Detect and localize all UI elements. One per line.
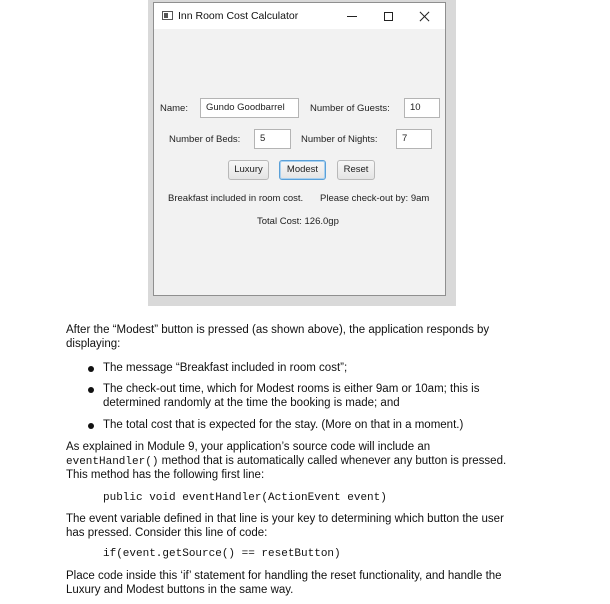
inline-code: eventHandler(): [66, 456, 159, 468]
paragraph-4-line-2: Luxury and Modest buttons in the same way.: [66, 584, 294, 596]
bullet-2-line-2: determined randomly at the time the booking is made; and: [103, 397, 400, 409]
code-line-2: if(event.getSource() == resetButton): [103, 548, 341, 560]
nights-field[interactable]: 7: [396, 129, 432, 149]
guests-field[interactable]: 10: [404, 98, 440, 118]
reset-button[interactable]: Reset: [337, 160, 375, 180]
minimize-icon: [347, 16, 357, 17]
paragraph-2-line-2-text: method that is automatically called whenever any button is pressed.: [158, 455, 507, 467]
code-line-1: public void eventHandler(ActionEvent event): [103, 492, 387, 504]
paragraph-2-line-1: As explained in Module 9, your application’s source code will include an: [66, 441, 431, 453]
app-window: [153, 2, 446, 296]
bullet-1: The message “Breakfast included in room cost”;: [103, 362, 348, 374]
bullet-2-line-1: The check-out time, which for Modest rooms is either 9am or 10am; this is: [103, 383, 480, 395]
paragraph-4-line-1: Place code inside this ‘if’ statement for handling the reset functionality, and handle the: [66, 570, 502, 582]
intro-line-2: displaying:: [66, 338, 121, 350]
bullet-marker: [88, 366, 94, 372]
paragraph-2-line-3: This method has the following first line:: [66, 469, 265, 481]
minimize-button[interactable]: [334, 3, 370, 29]
beds-label: Number of Beds:: [169, 134, 241, 145]
bullet-marker: [88, 423, 94, 429]
close-button[interactable]: [406, 3, 442, 29]
total-cost: Total Cost: 126.0gp: [257, 216, 339, 227]
maximize-button[interactable]: [370, 3, 406, 29]
close-icon: [419, 11, 430, 22]
luxury-button[interactable]: Luxury: [228, 160, 269, 180]
paragraph-2-line-2: [66, 454, 546, 469]
window-title: Inn Room Cost Calculator: [178, 10, 299, 22]
paragraph-3-line-2: has pressed. Consider this line of code:: [66, 527, 268, 539]
bullet-3: The total cost that is expected for the stay. (More on that in a moment.): [103, 419, 464, 431]
beds-field[interactable]: 5: [254, 129, 291, 149]
maximize-icon: [384, 12, 393, 21]
title-bar[interactable]: [154, 3, 445, 29]
intro-line-1: After the “Modest” button is pressed (as shown above), the application responds by: [66, 324, 490, 336]
name-label: Name:: [160, 103, 188, 114]
app-icon: [162, 11, 173, 20]
nights-label: Number of Nights:: [301, 134, 378, 145]
paragraph-3-line-1: The event variable defined in that line is your key to determining which button the user: [66, 513, 504, 525]
name-field[interactable]: Gundo Goodbarrel: [200, 98, 299, 118]
guests-label: Number of Guests:: [310, 103, 390, 114]
breakfast-message: Breakfast included in room cost.: [168, 193, 304, 204]
bullet-marker: [88, 387, 94, 393]
modest-button[interactable]: Modest: [279, 160, 326, 180]
checkout-message: Please check-out by: 9am: [320, 193, 430, 204]
